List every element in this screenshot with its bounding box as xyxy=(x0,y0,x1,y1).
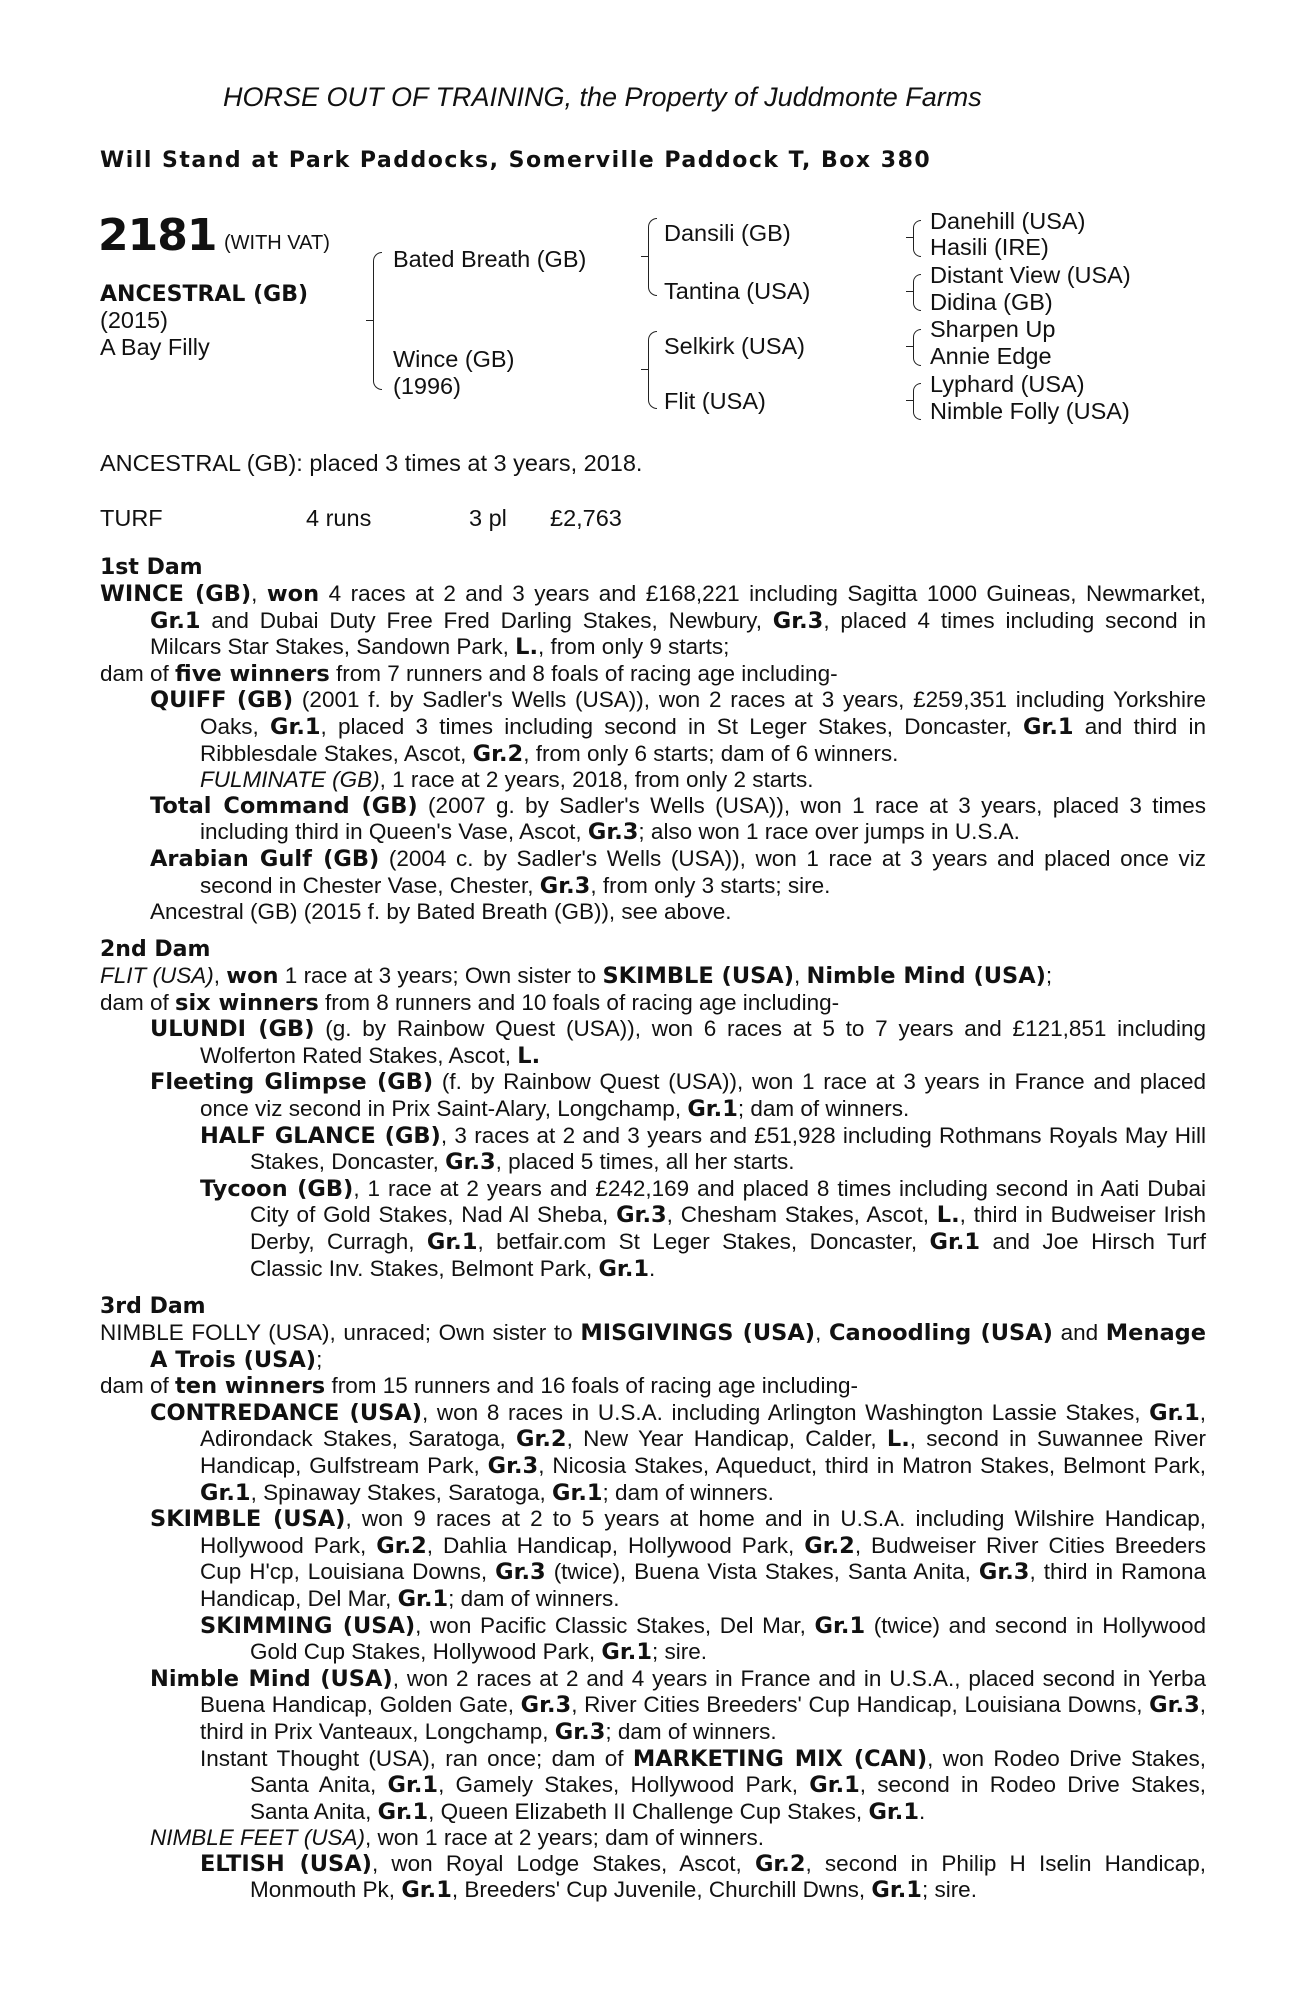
first-dam-text: WINCE (GB), won 4 races at 2 and 3 years and £168,221 including Sagitta 1000 Guineas, Newmarket, Gr.1 and Dubai Duty Free Fred Darling Stakes, Newbury, Gr.3, placed 4 times including second in Milcars Star Stakes, Sandown Park, L., from only 9 starts; dam of five winners from 7 runners and 8 foals of racing age including- QUIFF (GB) (2001 f. by Sadler's Wells (USA)), won 2 races at 3 years, £259,351 including Yorkshire Oaks, Gr.1, placed 3 times including second in St Leger Stakes, Doncaster, Gr.1 and third in Ribblesdale Stakes, Ascot, Gr.2, from only 6 starts; dam of 6 winners. FULMINATE (GB), 1 race at 2 years, 2018, from only 2 starts. Total Command (GB) (2007 g. by Sadler's Wells (USA)), won 1 race at 3 years, placed 3 times including third in Queen's Vase, Ascot, Gr.3; also won 1 race over jumps in U.S.A. Arabian Gulf (GB) (2004 c. by Sadler's Wells (USA)), won 1 race at 3 years and placed once viz second in Chester Vase, Chester, Gr.3, from only 3 starts; sire. Ancestral (GB) (2015 f. by Bated Breath (GB)), see above. xyxy=(100,581,1207,925)
sire-sire-dam: Hasili (IRE) xyxy=(930,234,1049,260)
record-earnings: £2,763 xyxy=(550,505,622,531)
dam-dam: Flit (USA) xyxy=(664,388,766,414)
pedigree-notch-3b xyxy=(906,291,913,292)
pedigree-notch-2a xyxy=(641,256,648,257)
pedigree-brace-3d xyxy=(913,383,921,420)
pedigree-brace-3c xyxy=(913,329,921,366)
sire-dam-dam: Didina (GB) xyxy=(930,289,1053,315)
sire-sire: Dansili (GB) xyxy=(664,220,791,246)
pedigree-brace-3b xyxy=(913,274,921,311)
sire-dam: Tantina (USA) xyxy=(664,278,811,304)
pedigree-notch-3c xyxy=(906,346,913,347)
dam-sire-dam: Annie Edge xyxy=(930,343,1052,369)
pedigree-brace-1 xyxy=(373,252,382,390)
race-summary: ANCESTRAL (GB): placed 3 times at 3 years, 2018. xyxy=(100,450,643,476)
dam-dam-sire: Lyphard (USA) xyxy=(930,371,1085,397)
first-dam-heading: 1st Dam xyxy=(100,555,203,580)
pedigree-notch-3a xyxy=(906,237,913,238)
foaling-year: (2015) xyxy=(100,307,168,333)
record-surface: TURF xyxy=(100,505,163,531)
third-dam-text: NIMBLE FOLLY (USA), unraced; Own sister to MISGIVINGS (USA), Canoodling (USA) and Menage A Trois (USA); dam of ten winners from 15 runners and 16 foals of racing age including- CONTREDANCE (USA), won 8 races in U.S.A. including Arlington Washington Lassie Stakes, Gr.1, Adirondack Stakes, Saratoga, Gr.2, New Year Handicap, Calder, L., second in Suwannee River Handicap, Gulfstream Park, Gr.3, Nicosia Stakes, Aqueduct, third in Matron Stakes, Belmont Park, Gr.1, Spinaway Stakes, Saratoga, Gr.1; dam of winners. SKIMBLE (USA), won 9 races at 2 to 5 years at home and in U.S.A. including Wilshire Handicap, Hollywood Park, Gr.2, Dahlia Handicap, Hollywood Park, Gr.2, Budweiser River Cities Breeders Cup H'cp, Louisiana Downs, Gr.3 (twice), Buena Vista Stakes, Santa Anita, Gr.3, third in Ramona Handicap, Del Mar, Gr.1; dam of winners. SKIMMING (USA), won Pacific Classic Stakes, Del Mar, Gr.1 (twice) and second in Hollywood Gold Cup Stakes, Hollywood Park, Gr.1; sire. Nimble Mind (USA), won 2 races at 2 and 4 years in France and in U.S.A., placed second in Yerba Buena Handicap, Golden Gate, Gr.3, River Cities Breeders' Cup Handicap, Louisiana Downs, Gr.3, third in Prix Vanteaux, Longchamp, Gr.3; dam of winners. Instant Thought (USA), ran once; dam of MARKETING MIX (CAN), won Rodeo Drive Stakes, Santa Anita, Gr.1, Gamely Stakes, Hollywood Park, Gr.1, second in Rodeo Drive Stakes, Santa Anita, Gr.1, Queen Elizabeth II Challenge Cup Stakes, Gr.1. NIMBLE FEET (USA), won 1 race at 2 years; dam of winners. ELTISH (USA), won Royal Lodge Stakes, Ascot, Gr.2, second in Philip H Iselin Handicap, Monmouth Pk, Gr.1, Breeders' Cup Juvenile, Churchill Dwns, Gr.1; sire. xyxy=(100,1320,1207,1904)
pedigree-brace-3a xyxy=(913,220,921,257)
dam-dam-dam: Nimble Folly (USA) xyxy=(930,398,1130,424)
second-dam-heading: 2nd Dam xyxy=(100,937,211,962)
dam: Wince (GB) xyxy=(393,346,515,372)
sire-sire-sire: Danehill (USA) xyxy=(930,208,1086,234)
page-title: HORSE OUT OF TRAINING, the Property of Juddmonte Farms xyxy=(223,82,982,112)
lot-number: 2181 xyxy=(98,210,217,261)
pedigree-notch-2b xyxy=(641,369,648,370)
dam-sire: Selkirk (USA) xyxy=(664,333,806,359)
third-dam-heading: 3rd Dam xyxy=(100,1294,206,1319)
pedigree-notch-3d xyxy=(906,400,913,401)
horse-description: A Bay Filly xyxy=(100,334,210,360)
horse-name: ANCESTRAL (GB) xyxy=(100,282,309,307)
record-placings: 3 pl xyxy=(469,505,507,531)
dam-sire-sire: Sharpen Up xyxy=(930,316,1056,342)
pedigree-brace-2b xyxy=(648,331,657,409)
vat-note: (WITH VAT) xyxy=(224,232,330,254)
pedigree-brace-2a xyxy=(648,218,657,296)
pedigree-notch-1 xyxy=(366,320,373,321)
stand-location: Will Stand at Park Paddocks, Somerville Paddock T, Box 380 xyxy=(100,148,932,173)
dam-year: (1996) xyxy=(393,373,461,399)
record-runs: 4 runs xyxy=(306,505,372,531)
sire: Bated Breath (GB) xyxy=(393,246,587,272)
sire-dam-sire: Distant View (USA) xyxy=(930,262,1131,288)
second-dam-text: FLIT (USA), won 1 race at 3 years; Own sister to SKIMBLE (USA), Nimble Mind (USA); dam of six winners from 8 runners and 10 foals of racing age including- ULUNDI (GB) (g. by Rainbow Quest (USA)), won 6 races at 5 to 7 years and £121,851 including Wolferton Rated Stakes, Ascot, L. Fleeting Glimpse (GB) (f. by Rainbow Quest (USA)), won 1 race at 3 years in France and placed once viz second in Prix Saint-Alary, Longchamp, Gr.1; dam of winners. HALF GLANCE (GB), 3 races at 2 and 3 years and £51,928 including Rothmans Royals May Hill Stakes, Doncaster, Gr.3, placed 5 times, all her starts. Tycoon (GB), 1 race at 2 years and £242,169 and placed 8 times including second in Aati Dubai City of Gold Stakes, Nad Al Sheba, Gr.3, Chesham Stakes, Ascot, L., third in Budweiser Irish Derby, Curragh, Gr.1, betfair.com St Leger Stakes, Doncaster, Gr.1 and Joe Hirsch Turf Classic Inv. Stakes, Belmont Park, Gr.1. xyxy=(100,963,1207,1282)
